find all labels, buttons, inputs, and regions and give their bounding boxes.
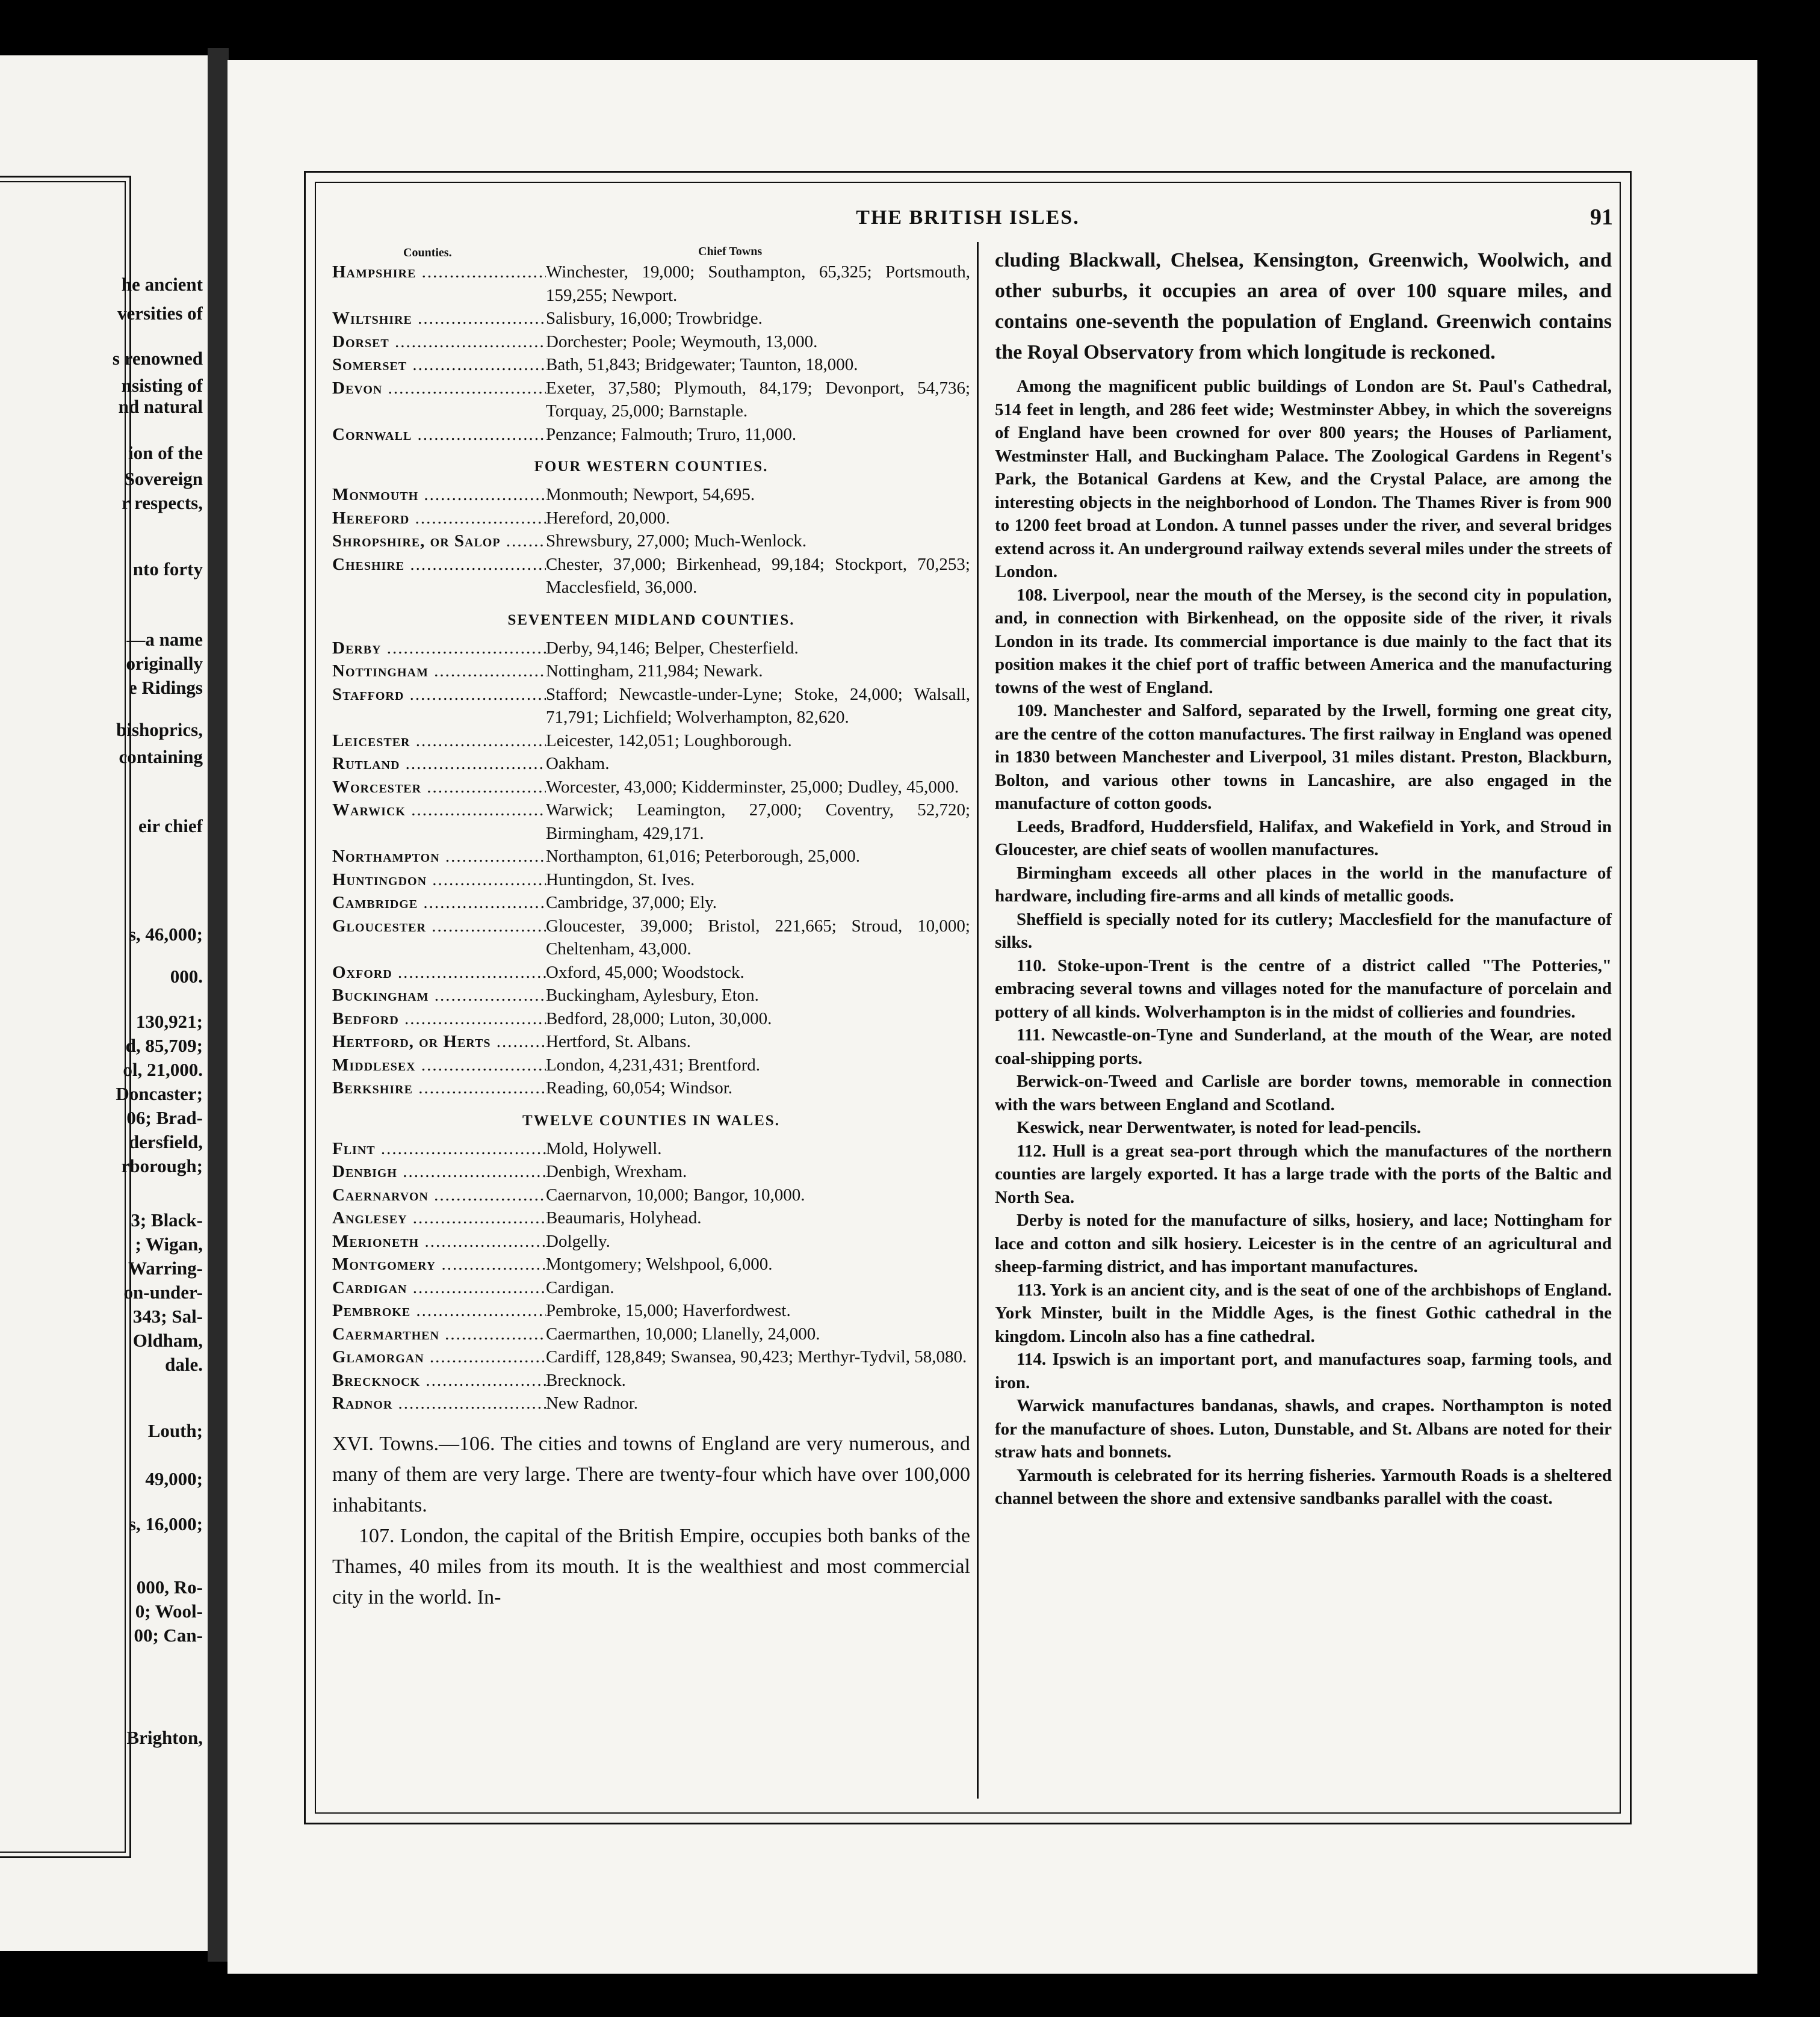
left-page-text-fragment: containing — [119, 746, 203, 767]
table-row — [332, 1230, 970, 1253]
chief-towns: Chester, 37,000; Birkenhead, 99,184; Stockport, 70,253; Macclesfield, 36,000. — [546, 554, 970, 597]
left-page-text-fragment: 343; Sal- — [132, 1306, 203, 1327]
left-page-text-fragment: nsisting of — [121, 375, 203, 396]
table-row — [332, 798, 970, 845]
left-page-text-fragment: 000, Ro- — [136, 1577, 203, 1598]
table-row — [332, 752, 970, 776]
chief-towns: Dolgelly. — [546, 1231, 610, 1251]
county-name: Shropshire, or Salop ..... — [332, 530, 546, 553]
table-row — [332, 1323, 970, 1346]
chief-towns: Monmouth; Newport, 54,695. — [546, 485, 755, 504]
left-page-text-fragment: Brighton, — [126, 1727, 203, 1748]
table-row — [332, 1345, 970, 1369]
city-paragraph: Sheffield is specially noted for its cutlery; Macclesfield for the manufacture of silks. — [995, 909, 1612, 952]
county-name: Glamorgan ..... — [332, 1345, 546, 1369]
table-row — [332, 1007, 970, 1031]
chief-towns: Warwick; Leamington, 27,000; Coventry, 52,720; Birmingham, 429,171. — [546, 800, 970, 843]
county-name: Monmouth ..... — [332, 483, 546, 507]
section-heading: SEVENTEEN MIDLAND COUNTIES. — [507, 611, 795, 628]
table-row — [332, 683, 970, 729]
table-header — [332, 245, 970, 261]
section-heading: TWELVE COUNTIES IN WALES. — [522, 1112, 780, 1129]
county-name: Nottingham ..... — [332, 659, 546, 683]
chief-towns: Penzance; Falmouth; Truro, 11,000. — [546, 424, 797, 444]
left-page-text-fragment: Sovereign — [124, 468, 203, 489]
city-paragraph: 108. Liverpool, near the mouth of the Mersey, is the second city in population, and, in connection with Birkenhead, on the opposite side of the river, it rivals London in its trade. Its commercial importance is due mainly to the fact that its position makes it the chief port of traffic between America and the manufacturing towns of the west of England. — [995, 585, 1612, 697]
left-page-text-fragment: Warring- — [128, 1258, 203, 1279]
column-rule — [977, 242, 979, 1799]
county-name: Berkshire ..... — [332, 1076, 546, 1100]
county-name: Anglesey ..... — [332, 1206, 546, 1230]
table-row — [332, 1160, 970, 1184]
county-name: Leicester ..... — [332, 729, 546, 753]
county-name: Hertford, or Herts ..... — [332, 1030, 546, 1054]
table-row — [332, 1299, 970, 1323]
chief-towns: Beaumaris, Holyhead. — [546, 1208, 702, 1228]
table-row — [332, 1392, 970, 1415]
left-page-text-fragment: 49,000; — [145, 1468, 203, 1489]
county-name: Huntingdon ..... — [332, 868, 546, 892]
left-page-text-fragment: Louth; — [147, 1420, 203, 1441]
county-name: Dorset ..... — [332, 330, 546, 354]
county-name: Derby ..... — [332, 637, 546, 660]
county-name: Rutland ..... — [332, 752, 546, 776]
city-paragraph: 111. Newcastle-on-Tyne and Sunderland, at the mouth of the Wear, are noted coal-shipping ports. — [995, 1025, 1612, 1068]
left-page-text-fragment: versities of — [117, 303, 203, 324]
city-paragraph: Berwick-on-Tweed and Carlisle are border towns, memorable in connection with the wars between England and Scotland. — [995, 1072, 1612, 1114]
chief-towns: Winchester, 19,000; Southampton, 65,325; Portsmouth, 159,255; Newport. — [546, 262, 970, 305]
chief-towns: Denbigh, Wrexham. — [546, 1162, 687, 1181]
chief-towns: Caermarthen, 10,000; Llanelly, 24,000. — [546, 1324, 820, 1344]
city-paragraph: 113. York is an ancient city, and is the seat of one of the archbishops of England. York Minster, built in the Middle Ages, is the finest Gothic cathedral in the kingdom. Lincoln also has a fine cathedral. — [995, 1280, 1612, 1346]
left-page-text-fragment: 3; Black- — [131, 1209, 203, 1231]
left-page-text-fragment: eir chief — [138, 815, 203, 836]
chief-towns: Worcester, 43,000; Kidderminster, 25,000; Dudley, 45,000. — [546, 777, 959, 797]
table-row — [332, 1030, 970, 1054]
left-page-text-fragment: ion of the — [128, 442, 203, 463]
table-row — [332, 776, 970, 799]
chief-towns: Caernarvon, 10,000; Bangor, 10,000. — [546, 1185, 805, 1205]
county-name: Bedford ..... — [332, 1007, 546, 1031]
left-page-text-fragment: bishoprics, — [116, 719, 203, 740]
table-row — [332, 1137, 970, 1161]
section-heading: FOUR WESTERN COUNTIES. — [534, 459, 769, 475]
page-number: 91 — [1590, 205, 1613, 230]
table-row — [332, 353, 970, 377]
chief-towns: Exeter, 37,580; Plymouth, 84,179; Devonport, 54,736; Torquay, 25,000; Barnstaple. — [546, 378, 970, 421]
chief-towns: Bedford, 28,000; Luton, 30,000. — [546, 1009, 772, 1028]
county-name: Wiltshire ..... — [332, 307, 546, 330]
left-page-text-fragment: s renowned — [112, 348, 203, 369]
county-name: Caermarthen ..... — [332, 1323, 546, 1346]
left-page-text-fragment: s, 16,000; — [128, 1513, 203, 1534]
chief-towns: Huntingdon, St. Ives. — [546, 870, 695, 889]
chief-towns: London, 4,231,431; Brentford. — [546, 1055, 761, 1075]
city-paragraph: 112. Hull is a great sea-port through which the manufactures of the northern counties are largely exported. It has a large trade with the ports of the Baltic and North Sea. — [995, 1141, 1612, 1207]
left-page-text-fragment: nd natural — [118, 396, 203, 417]
left-page-text-fragment: on-under- — [123, 1282, 203, 1303]
county-name: Merioneth ..... — [332, 1230, 546, 1253]
left-page-text-fragment: s, 46,000; — [128, 924, 203, 945]
left-page-text-fragment: Doncaster; — [116, 1083, 203, 1104]
city-paragraph: Yarmouth is celebrated for its herring fisheries. Yarmouth Roads is a sheltered channel between the shore and extensive sandbanks parallel with the coast. — [995, 1465, 1612, 1508]
chief-towns: Oxford, 45,000; Woodstock. — [546, 962, 744, 982]
county-table — [332, 261, 970, 1415]
left-page-text-fragment: —a name — [126, 629, 203, 650]
chief-towns: Hereford, 20,000. — [546, 508, 670, 528]
county-name: Cornwall ..... — [332, 423, 546, 446]
city-paragraph: Keswick, near Derwentwater, is noted for lead-pencils. — [1017, 1118, 1422, 1137]
county-name: Gloucester ..... — [332, 915, 546, 961]
left-page-text-fragment: dale. — [165, 1354, 203, 1375]
county-name: Flint ..... — [332, 1137, 546, 1161]
right-column — [995, 245, 1612, 1510]
left-page-text-fragment: he ancient — [121, 274, 203, 295]
county-name: Hereford ..... — [332, 507, 546, 530]
chief-towns: Gloucester, 39,000; Bristol, 221,665; Stroud, 10,000; Cheltenham, 43,000. — [546, 916, 970, 959]
county-name: Radnor ..... — [332, 1392, 546, 1415]
table-row — [332, 423, 970, 446]
table-row — [332, 659, 970, 683]
table-row — [332, 1054, 970, 1077]
table-row — [332, 1076, 970, 1100]
london-continuation: cluding Blackwall, Chelsea, Kensington, Greenwich, Woolwich, and other suburbs, it occupies an area of over 100 square miles, and contains one-seventh the population of England. Greenwich contains the Royal Observatory from which longitude is reckoned. — [995, 249, 1612, 363]
city-paragraph: Leeds, Bradford, Huddersfield, Halifax, and Wakefield in York, and Stroud in Gloucester, are chief seats of woollen manufactures. — [995, 817, 1612, 859]
chief-towns: Pembroke, 15,000; Haverfordwest. — [546, 1301, 791, 1320]
county-name: Cardigan ..... — [332, 1276, 546, 1300]
chief-towns: Bath, 51,843; Bridgewater; Taunton, 18,000. — [546, 355, 858, 374]
county-name: Stafford ..... — [332, 683, 546, 729]
left-page-text-fragment: 130,921; — [135, 1011, 203, 1032]
table-row — [332, 637, 970, 660]
chief-towns: Shrewsbury, 27,000; Much-Wenlock. — [546, 531, 807, 551]
table-row — [332, 553, 970, 599]
county-name: Somerset ..... — [332, 353, 546, 377]
running-title: THE BRITISH ISLES. — [856, 206, 1080, 229]
table-row — [332, 530, 970, 553]
county-name: Denbigh ..... — [332, 1160, 546, 1184]
table-row — [332, 891, 970, 915]
chief-towns: Mold, Holywell. — [546, 1138, 662, 1158]
chief-towns: Cardiff, 128,849; Swansea, 90,423; Merthyr-Tydvil, 58,080. — [546, 1347, 967, 1367]
chief-towns: Buckingham, Aylesbury, Eton. — [546, 986, 759, 1005]
left-column — [332, 245, 970, 1613]
county-name: Middlesex ..... — [332, 1054, 546, 1077]
page-frame — [304, 171, 1632, 1824]
county-name: Cheshire ..... — [332, 553, 546, 599]
table-row — [332, 307, 970, 330]
table-row — [332, 330, 970, 354]
city-paragraph: Birmingham exceeds all other places in the world in the manufacture of hardware, including fire-arms and all kinds of metallic goods. — [995, 863, 1612, 906]
chief-towns: Dorchester; Poole; Weymouth, 13,000. — [546, 332, 818, 351]
table-row — [332, 915, 970, 961]
table-row — [332, 845, 970, 868]
table-row — [332, 1276, 970, 1300]
county-name: Cambridge ..... — [332, 891, 546, 915]
chief-towns: Salisbury, 16,000; Trowbridge. — [546, 309, 763, 328]
table-row — [332, 961, 970, 984]
county-name: Worcester ..... — [332, 776, 546, 799]
chief-towns: Reading, 60,054; Windsor. — [546, 1078, 733, 1098]
city-paragraph: Warwick manufactures bandanas, shawls, and crapes. Northampton is noted for the manufacture of shoes. Luton, Dunstable, and St. Albans are noted for their straw hats and bonnets. — [995, 1396, 1612, 1462]
chief-towns: Brecknock. — [546, 1370, 626, 1390]
left-page-text-fragment: d, 85,709; — [125, 1035, 203, 1056]
book-gutter — [208, 48, 229, 1962]
table-row — [332, 377, 970, 423]
chief-towns: Cambridge, 37,000; Ely. — [546, 893, 717, 912]
chief-towns: Leicester, 142,051; Loughborough. — [546, 731, 792, 750]
left-page-edge — [0, 55, 208, 1951]
table-row — [332, 868, 970, 892]
table-row — [332, 1206, 970, 1230]
left-page-text-fragment: ol, 21,000. — [123, 1059, 203, 1080]
left-page-text-fragment: 06; Brad- — [126, 1107, 203, 1128]
towns-paragraph: 107. London, the capital of the British Empire, occupies both banks of the Thames, 40 miles from its mouth. It is the wealthiest and most commercial city in the world. In- — [332, 1524, 970, 1608]
towns-paragraph: XVI. Towns.—106. The cities and towns of England are very numerous, and many of them are very large. There are twenty-four which have over 100,000 inhabitants. — [332, 1432, 970, 1516]
chief-towns: Oakham. — [546, 754, 610, 773]
left-page-text-fragment: 0; Wool- — [135, 1601, 203, 1622]
towns-paragraphs — [995, 375, 1612, 1510]
county-name: Devon ..... — [332, 377, 546, 423]
left-page-text-fragment: e Ridings — [128, 677, 203, 698]
chief-towns: Stafford; Newcastle-under-Lyne; Stoke, 24,000; Walsall, 71,791; Lichfield; Wolverhampton, 82,620. — [546, 684, 970, 727]
left-page-text-fragment: dersfield, — [128, 1131, 203, 1152]
county-name: Buckingham ..... — [332, 984, 546, 1007]
table-row — [332, 1184, 970, 1207]
table-row — [332, 729, 970, 753]
left-page-text-fragment: originally — [126, 653, 203, 674]
chief-towns: Cardigan. — [546, 1277, 614, 1297]
county-name: Pembroke ..... — [332, 1299, 546, 1323]
left-page-text-fragment: nto forty — [132, 558, 203, 579]
left-page-text-fragment: rborough; — [121, 1155, 203, 1176]
city-paragraph: Derby is noted for the manufacture of silks, hosiery, and lace; Nottingham for lace and cotton and silk hosiery. Leicester is in the centre of an agricultural and sheep-farming district, and has important manufactures. — [995, 1211, 1612, 1276]
left-page-text-fragment: 000. — [170, 966, 203, 987]
left-page-text-fragment: 00; Can- — [134, 1625, 203, 1646]
chief-towns: New Radnor. — [546, 1394, 639, 1413]
left-page-text-fragment: ; Wigan, — [135, 1234, 203, 1255]
table-row — [332, 483, 970, 507]
left-page-text-fragment: r respects, — [122, 492, 203, 513]
city-paragraph: 110. Stoke-upon-Trent is the centre of a district called "The Potteries," embracing several towns and villages noted for the manufacture of porcelain and pottery of all kinds. Wolverhampton is in the midst of collieries and foundries. — [995, 956, 1612, 1022]
city-paragraph: 114. Ipswich is an important port, and manufactures soap, farming tools, and iron. — [995, 1350, 1612, 1392]
table-row — [332, 507, 970, 530]
county-name: Hampshire ..... — [332, 261, 546, 307]
county-name: Brecknock ..... — [332, 1369, 546, 1392]
county-name: Warwick ..... — [332, 798, 546, 845]
table-row — [332, 984, 970, 1007]
towns-section — [332, 1429, 970, 1613]
city-paragraph: 109. Manchester and Salford, separated by the Irwell, forming one great city, are the centre of the cotton manufactures. The first railway in England was opened in 1830 between Manchester and Liverpool, 31 miles distant. Preston, Blackburn, Bolton, and various other towns in Lancashire, are also engaged in the manufacture of cotton goods. — [995, 701, 1612, 813]
table-row — [332, 1369, 970, 1392]
counties-header: Counties. — [403, 246, 452, 259]
county-name: Montgomery ..... — [332, 1253, 546, 1276]
table-row — [332, 261, 970, 307]
chief-towns: Hertford, St. Albans. — [546, 1032, 691, 1051]
towns-header: Chief Towns — [698, 245, 763, 258]
county-name: Northampton ..... — [332, 845, 546, 868]
chief-towns: Derby, 94,146; Belper, Chesterfield. — [546, 638, 799, 658]
table-row — [332, 1253, 970, 1276]
county-name: Oxford ..... — [332, 961, 546, 984]
chief-towns: Montgomery; Welshpool, 6,000. — [546, 1255, 773, 1274]
chief-towns: Nottingham, 211,984; Newark. — [546, 661, 763, 681]
city-paragraph: Among the magnificent public buildings of London are St. Paul's Cathedral, 514 feet in length, and 286 feet wide; Westminster Abbey, in which the sovereigns of England have been crowned for over 800 years; the Houses of Parliament, Westminster Hall, and Buckingham Palace. The Zoological Gardens in Regent's Park, the Botanical Gardens at Kew, and the Crystal Palace, are among the interesting objects in the neighborhood of London. The Thames River is from 900 to 1200 feet broad at London. A tunnel passes under the river, and several bridges extend across it. An underground railway extends several miles under the streets of London. — [995, 377, 1612, 581]
chief-towns: Northampton, 61,016; Peterborough, 25,000. — [546, 847, 860, 866]
county-name: Caernarvon ..... — [332, 1184, 546, 1207]
left-page-text-fragment: Oldham, — [132, 1330, 203, 1351]
